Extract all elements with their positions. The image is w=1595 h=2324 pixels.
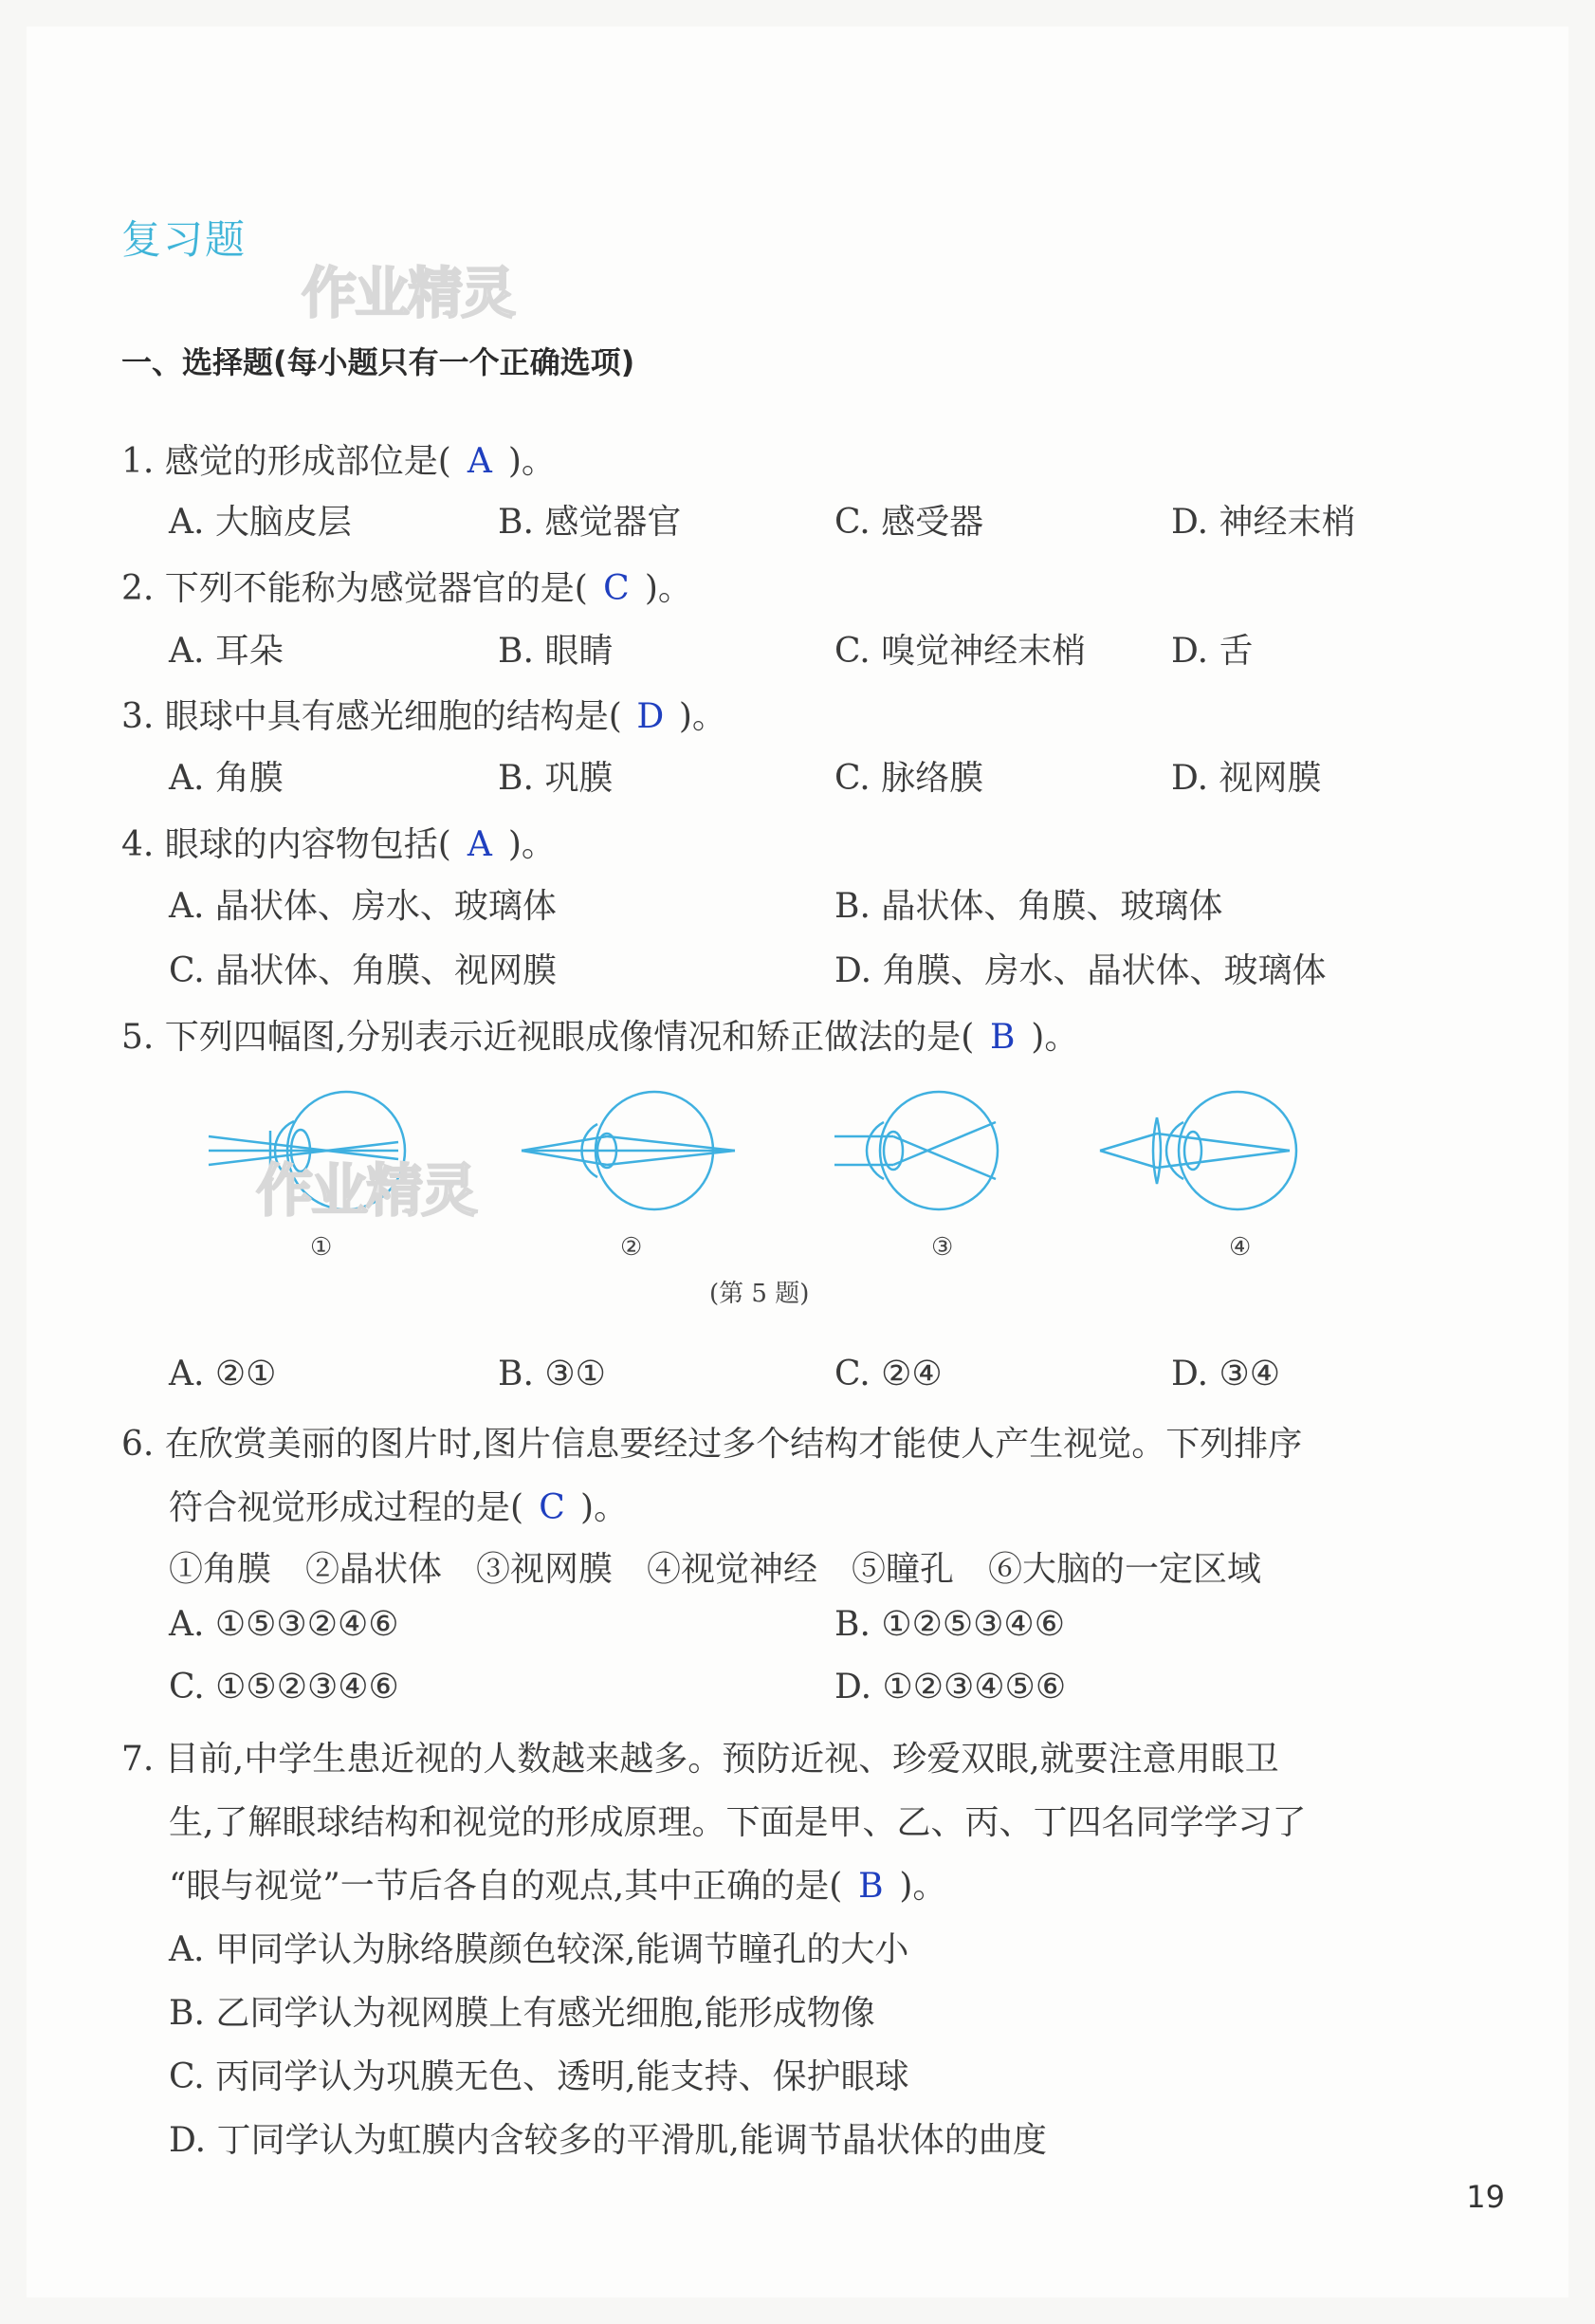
eye-figure-4 — [1100, 1092, 1296, 1209]
figure-label-3: ③ — [931, 1233, 954, 1262]
option-b: B. 乙同学认为视网膜上有感光细胞,能形成物像 — [169, 1994, 875, 2033]
section-title: 复习题 — [121, 216, 248, 263]
option-c: C. ②④ — [834, 1355, 943, 1393]
answer: C — [603, 569, 630, 608]
option-b: B. 感觉器官 — [498, 503, 682, 542]
eye-figure-2 — [522, 1092, 735, 1209]
option-c: C. ①⑤②③④⑥ — [169, 1668, 399, 1706]
option-b: B. 巩膜 — [498, 759, 614, 798]
question-1-stem: 1. 感觉的形成部位是( A )。 — [121, 442, 556, 481]
option-a: A. 大脑皮层 — [169, 503, 352, 542]
option-a: A. ①⑤③②④⑥ — [169, 1605, 399, 1644]
question-6-stem-line1: 6. 在欣赏美丽的图片时,图片信息要经过多个结构才能使人产生视觉。下列排序 — [121, 1425, 1303, 1464]
answer: A — [467, 825, 492, 864]
option-a: A. ②① — [169, 1355, 277, 1393]
answer: A — [467, 442, 492, 481]
option-d: D. 角膜、房水、晶状体、玻璃体 — [834, 951, 1327, 990]
answer: D — [636, 697, 665, 736]
option-c: C. 感受器 — [834, 503, 984, 542]
option-d: D. 神经末梢 — [1171, 503, 1356, 542]
question-2-stem: 2. 下列不能称为感觉器官的是( C )。 — [121, 569, 692, 608]
watermark: 作业精灵 — [302, 261, 515, 325]
question-4-stem: 4. 眼球的内容物包括( A )。 — [121, 825, 556, 864]
option-b: B. 晶状体、角膜、玻璃体 — [834, 887, 1223, 926]
option-c: C. 丙同学认为巩膜无色、透明,能支持、保护眼球 — [169, 2057, 909, 2096]
option-a: A. 晶状体、房水、玻璃体 — [169, 887, 557, 926]
option-b: B. 眼睛 — [498, 632, 614, 671]
page-number: 19 — [1466, 2179, 1505, 2215]
question-3-stem: 3. 眼球中具有感光细胞的结构是( D )。 — [121, 697, 726, 736]
figure-label-1: ① — [310, 1233, 333, 1262]
option-b: B. ③① — [498, 1355, 606, 1393]
option-a: A. 甲同学认为脉络膜颜色较深,能调节瞳孔的大小 — [169, 1930, 909, 1969]
option-c: C. 晶状体、角膜、视网膜 — [169, 951, 558, 990]
watermark-2: 作业精灵 — [256, 1158, 476, 1225]
option-a: A. 耳朵 — [169, 632, 284, 671]
option-b: B. ①②⑤③④⑥ — [834, 1605, 1065, 1644]
answer: B — [858, 1867, 884, 1906]
section-heading: 一、选择题(每小题只有一个正确选项) — [121, 344, 635, 380]
question-7-stem-line2: 生,了解眼球结构和视觉的形成原理。下面是甲、乙、丙、丁四名同学学习了 — [169, 1803, 1307, 1842]
option-d: D. 舌 — [1171, 632, 1254, 671]
question-7-stem-line1: 7. 目前,中学生患近视的人数越来越多。预防近视、珍爱双眼,就要注意用眼卫 — [121, 1740, 1279, 1779]
question-5-stem: 5. 下列四幅图,分别表示近视眼成像情况和矫正做法的是( B )。 — [121, 1018, 1079, 1057]
answer: C — [539, 1488, 565, 1527]
option-d: D. 丁同学认为虹膜内含较多的平滑肌,能调节晶状体的曲度 — [169, 2121, 1047, 2160]
figure-label-4: ④ — [1229, 1233, 1252, 1262]
question-6-items: ①角膜 ②晶状体 ③视网膜 ④视觉神经 ⑤瞳孔 ⑥大脑的一定区域 — [169, 1550, 1262, 1589]
option-d: D. ③④ — [1171, 1355, 1281, 1393]
option-c: C. 嗅觉神经末梢 — [834, 632, 1087, 671]
option-c: C. 脉络膜 — [834, 759, 984, 798]
question-6-stem: 符合视觉形成过程的是( C )。 — [169, 1488, 629, 1527]
option-a: A. 角膜 — [169, 759, 284, 798]
eye-figure-3 — [834, 1092, 998, 1209]
answer: B — [990, 1018, 1016, 1057]
figure-label-2: ② — [620, 1233, 643, 1262]
option-d: D. ①②③④⑤⑥ — [834, 1668, 1067, 1706]
figure-caption: (第 5 题) — [709, 1280, 810, 1308]
question-7-stem: “眼与视觉”一节后各自的观点,其中正确的是( B )。 — [169, 1867, 947, 1906]
option-d: D. 视网膜 — [1171, 759, 1322, 798]
